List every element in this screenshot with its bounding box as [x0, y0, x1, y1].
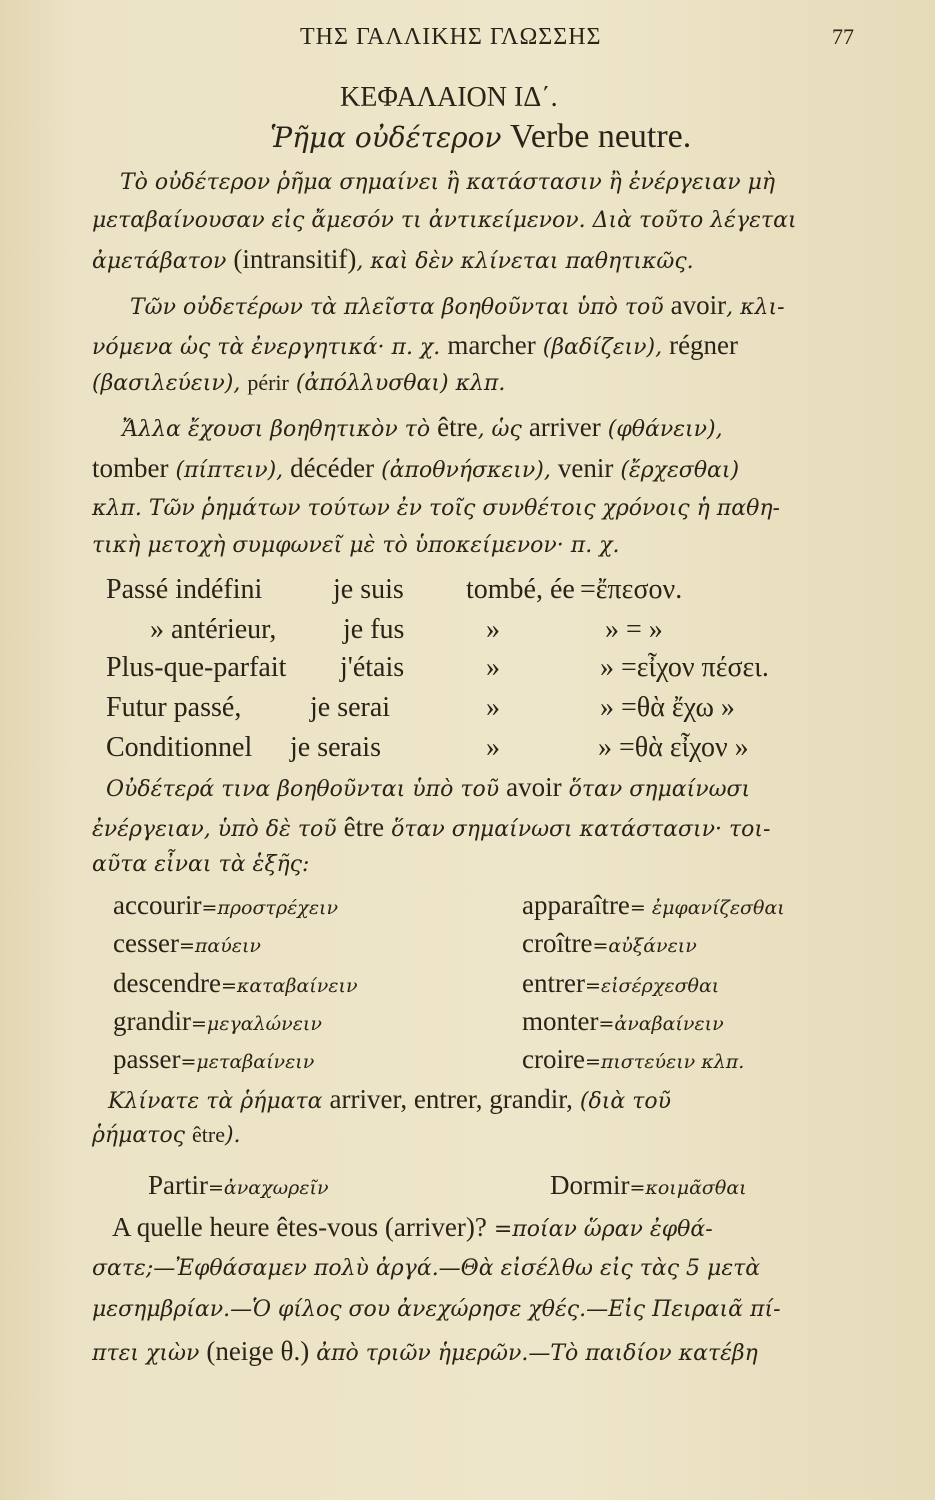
text-line — [130, 290, 785, 321]
french-term: avoir — [506, 772, 562, 802]
french-term: venir — [557, 453, 614, 483]
list-item — [113, 890, 338, 921]
tense-form: je fus — [343, 614, 405, 645]
vocab-fr: Partir — [148, 1170, 208, 1200]
french-term: périr — [247, 370, 289, 395]
tense-label: Conditionnel — [106, 732, 253, 763]
text-span: , καὶ δὲν κλίνεται παθητικῶς. — [356, 249, 694, 274]
vocab-gr: =ἀναχωρεῖν — [208, 1177, 329, 1199]
verb-gr: =παύειν — [178, 935, 261, 957]
vocab-fr: Dormir — [550, 1170, 630, 1200]
french-term: (intransitif) — [233, 244, 357, 274]
text-line: σατε;—Ἐφθάσαμεν πολὺ ἀργά.—Θὰ εἰσέλθω εἰς τὰς 5 μετὰ — [92, 1256, 761, 1281]
tense-greek: » =θὰ εἶχον » — [598, 732, 749, 763]
verb-fr: grandir — [113, 1006, 191, 1036]
list-item — [113, 1044, 314, 1075]
text-span: Τῶν οὐδετέρων τὰ πλεῖστα βοηθοῦνται ὑπὸ τοῦ — [130, 295, 671, 320]
text-line: τικὴ μετοχὴ συμφωνεῖ μὲ τὸ ὑποκείμενον· π. χ. — [92, 533, 620, 558]
french-term: arriver — [528, 412, 601, 442]
vocab-gr: =κοιμᾶσθαι — [629, 1177, 747, 1199]
text-span: ῥήματος — [92, 1123, 192, 1148]
tense-greek: =ἔπεσον. — [580, 574, 683, 605]
text-span: , ὡς — [477, 417, 529, 442]
verb-gr: =προστρέχειν — [201, 897, 339, 919]
french-term: marcher — [447, 330, 536, 360]
text-line — [112, 1212, 713, 1243]
text-line: μεταβαίνουσαν εἰς ἄμεσόν τι ἀντικείμενον. Διὰ τοῦτο λέγεται — [92, 208, 797, 233]
vocab-item — [550, 1170, 747, 1201]
text-line — [92, 812, 771, 843]
verb-gr: =πιστεύειν κλπ. — [584, 1051, 745, 1073]
tense-label: Futur passé, — [106, 692, 242, 723]
text-line — [92, 244, 694, 275]
text-span: (ἀπόλλυσθαι) κλπ. — [288, 371, 506, 396]
chapter-heading: ΚΕΦΑΛΑΙΟΝ ΙΔ΄. — [340, 82, 558, 113]
verb-gr: =ἀναβαίνειν — [598, 1013, 724, 1035]
text-span: ἀμετάβατον — [92, 249, 234, 274]
text-span: (φθάνειν), — [600, 417, 723, 442]
verb-gr: =μεγαλώνειν — [190, 1013, 322, 1035]
list-item — [113, 1006, 322, 1037]
french-term: (neige θ.) — [206, 1336, 310, 1366]
list-item — [522, 928, 697, 959]
tense-form: je suis — [333, 574, 404, 605]
section-title-greek: Ῥῆμα οὐδέτερον — [270, 121, 502, 154]
tense-participle: tombé, ée — [466, 574, 575, 605]
french-term: avoir — [670, 290, 727, 320]
verb-fr: monter — [522, 1006, 599, 1036]
text-span: ἀπὸ τριῶν ἡμερῶν.—Τὸ παιδίον κατέβη — [309, 1341, 758, 1366]
verb-fr: entrer — [522, 968, 585, 998]
text-span: Ἄλλα ἔχουσι βοηθητικὸν τὸ — [122, 417, 438, 442]
french-term: décéder — [290, 453, 375, 483]
verb-fr: croire — [522, 1044, 585, 1074]
text-span: ). — [224, 1123, 241, 1148]
tense-participle: » — [486, 732, 500, 763]
list-item — [522, 890, 785, 921]
tense-greek: » = » — [605, 614, 663, 645]
verb-fr: apparaître — [522, 890, 630, 920]
text-line — [108, 1084, 671, 1115]
list-item — [113, 928, 261, 959]
verb-gr: =αὐξάνειν — [592, 935, 697, 957]
french-term: être — [192, 1122, 225, 1147]
text-span: Οὐδέτερά τινα βοηθοῦνται ὑπὸ τοῦ — [106, 777, 507, 802]
text-line — [92, 1336, 758, 1367]
tense-greek: » =θὰ ἔχω » — [600, 692, 735, 723]
text-span: ἐνέργειαν, ὑπὸ δὲ τοῦ — [92, 817, 344, 842]
text-span: ὅταν σημαίνωσι — [561, 777, 751, 802]
tense-participle: » — [486, 614, 500, 645]
page-number: 77 — [832, 24, 854, 49]
text-span: Κλίνατε τὰ ῥήματα — [108, 1089, 330, 1114]
tense-label: Passé indéfini — [106, 574, 263, 605]
verb-gr: =καταβαίνειν — [220, 975, 358, 997]
running-header — [0, 18, 935, 58]
list-item — [113, 968, 358, 999]
french-term: arriver, entrer, grandir, — [329, 1084, 573, 1114]
tense-participle: » — [486, 692, 500, 723]
verb-fr: passer — [113, 1044, 181, 1074]
vocab-item — [148, 1170, 329, 1201]
tense-form: je serais — [290, 732, 381, 763]
text-span: (ἀποθνήσκειν), — [374, 458, 558, 483]
text-line — [92, 370, 505, 396]
text-line — [92, 330, 738, 361]
list-item — [522, 968, 719, 999]
text-span: (βαδίζειν), — [535, 335, 670, 360]
list-item — [522, 1044, 744, 1075]
verb-fr: cesser — [113, 928, 179, 958]
text-span: (πίπτειν), — [168, 458, 291, 483]
section-title-french: Verbe neutre. — [510, 118, 692, 155]
text-line — [92, 453, 739, 484]
text-span: (διὰ τοῦ — [572, 1089, 671, 1114]
verb-gr: =μεταβαίνειν — [180, 1051, 315, 1073]
text-line — [122, 412, 723, 443]
text-span: (βασιλεύειν), — [92, 371, 248, 396]
verb-gr: =εἰσέρχεσθαι — [584, 975, 720, 997]
text-line: κλπ. Τῶν ῥημάτων τούτων ἐν τοῖς συνθέτοις χρόνοις ἡ παθη- — [92, 496, 780, 521]
text-span: , κλι- — [726, 295, 785, 320]
tense-greek: » =εἶχον πέσει. — [600, 652, 769, 683]
text-line — [106, 772, 750, 803]
french-term: être — [343, 812, 385, 842]
text-line — [92, 1122, 241, 1148]
text-line: Τὸ οὐδέτερον ῥῆμα σημαίνει ἢ κατάστασιν ἢ ἐνέργειαν μὴ — [120, 170, 776, 195]
text-span: =ποίαν ὥραν ἐφθά- — [486, 1217, 713, 1242]
french-term: A quelle heure êtes-vous (arriver)? — [112, 1212, 487, 1242]
text-span: ὅταν σημαίνωσι κατάστασιν· τοι- — [384, 817, 771, 842]
tense-label: » antérieur, — [150, 614, 277, 645]
french-term: tomber — [92, 453, 169, 483]
running-title: ΤΗΣ ΓΑΛΛΙΚΗΣ ΓΛΩΣΣΗΣ — [300, 24, 602, 50]
text-span: (ἔρχεσθαι) — [613, 458, 740, 483]
tense-label: Plus-que-parfait — [106, 652, 287, 683]
verb-fr: croître — [522, 928, 593, 958]
list-item — [522, 1006, 724, 1037]
tense-form: je serai — [310, 692, 391, 723]
section-title — [270, 118, 691, 156]
verb-gr: = ἐμφανίζεσθαι — [629, 897, 785, 919]
verb-fr: descendre — [113, 968, 221, 998]
text-line: αῦτα εἶναι τὰ ἑξῆς: — [92, 852, 310, 877]
french-term: être — [437, 412, 478, 442]
text-line: μεσημβρίαν.—Ὁ φίλος σου ἀνεχώρησε χθές.—Εἰς Πειραιᾶ πί- — [92, 1297, 781, 1322]
tense-participle: » — [486, 652, 500, 683]
text-span: πτει χιὼν — [92, 1341, 207, 1366]
text-span: νόμενα ὡς τὰ ἐνεργητικά· π. χ. — [92, 335, 448, 360]
tense-form: j'étais — [340, 652, 405, 683]
verb-fr: accourir — [113, 890, 202, 920]
french-term: régner — [669, 330, 739, 360]
